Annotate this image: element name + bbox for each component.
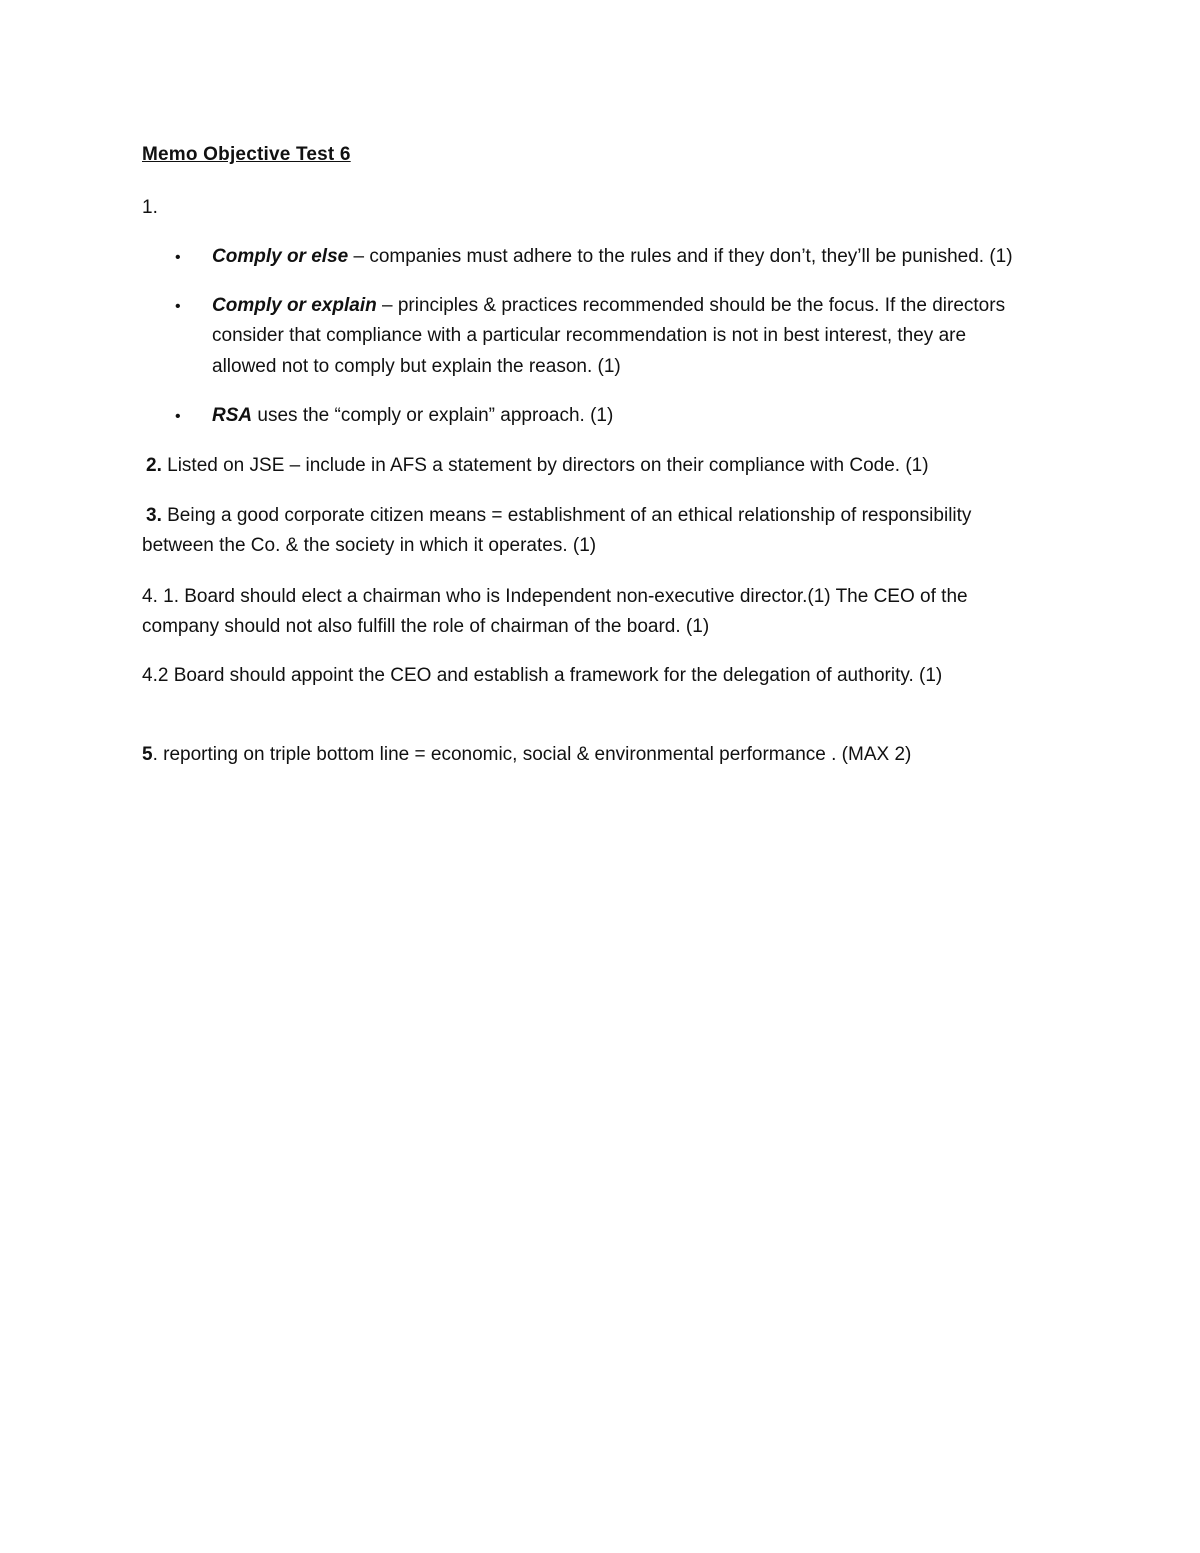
term-comply-or-else: Comply or else (212, 246, 349, 267)
term-comply-or-explain: Comply or explain (212, 295, 377, 316)
q1-item-text: – principles & practices recommended should be the focus. If the directors (376, 295, 1006, 316)
question-2-number: 2. (146, 455, 162, 476)
question-5-text: . reporting on triple bottom line = economic, social & environmental performance . (MAX 2) (152, 744, 912, 765)
question-3-text-continued: between the Co. & the society in which it operates. (1) (142, 535, 597, 556)
bullet-icon: • (175, 298, 181, 315)
bullet-icon: • (175, 249, 181, 266)
term-rsa: RSA (212, 405, 253, 426)
question-4-2-text: 4.2 Board should appoint the CEO and establish a framework for the delegation of authority. (1) (142, 665, 943, 686)
q1-item-text: uses the “comply or explain” approach. (1) (252, 405, 614, 426)
memo-title: Memo Objective Test 6 (142, 144, 351, 165)
question-2-text: Listed on JSE – include in AFS a statement by directors on their compliance with Code. (1) (161, 455, 929, 476)
q1-item-text: – companies must adhere to the rules and if they don’t, they’ll be punished. (1) (348, 246, 1013, 267)
question-3 (146, 501, 971, 531)
q1-item-text-continued: allowed not to comply but explain the reason. (1) (212, 356, 621, 377)
question-4-1-text-continued: company should not also fulfill the role of chairman of the board. (1) (142, 616, 710, 637)
question-2 (146, 451, 929, 481)
bullet-icon: • (175, 408, 181, 425)
question-5-number: 5 (142, 744, 153, 765)
q1-item-rsa (212, 401, 613, 431)
question-3-text: Being a good corporate citizen means = establishment of an ethical relationship of responsibility (161, 505, 972, 526)
question-5 (142, 740, 911, 770)
question-3-number: 3. (146, 505, 162, 526)
question-1-number: 1. (142, 197, 158, 218)
question-4-1-text: 4. 1. Board should elect a chairman who is Independent non-executive director.(1) The CEO of the (142, 586, 968, 607)
q1-item-comply-or-explain (212, 291, 1005, 321)
q1-item-text-continued: consider that compliance with a particular recommendation is not in best interest, they are (212, 325, 967, 346)
q1-item-comply-or-else (212, 242, 1013, 272)
